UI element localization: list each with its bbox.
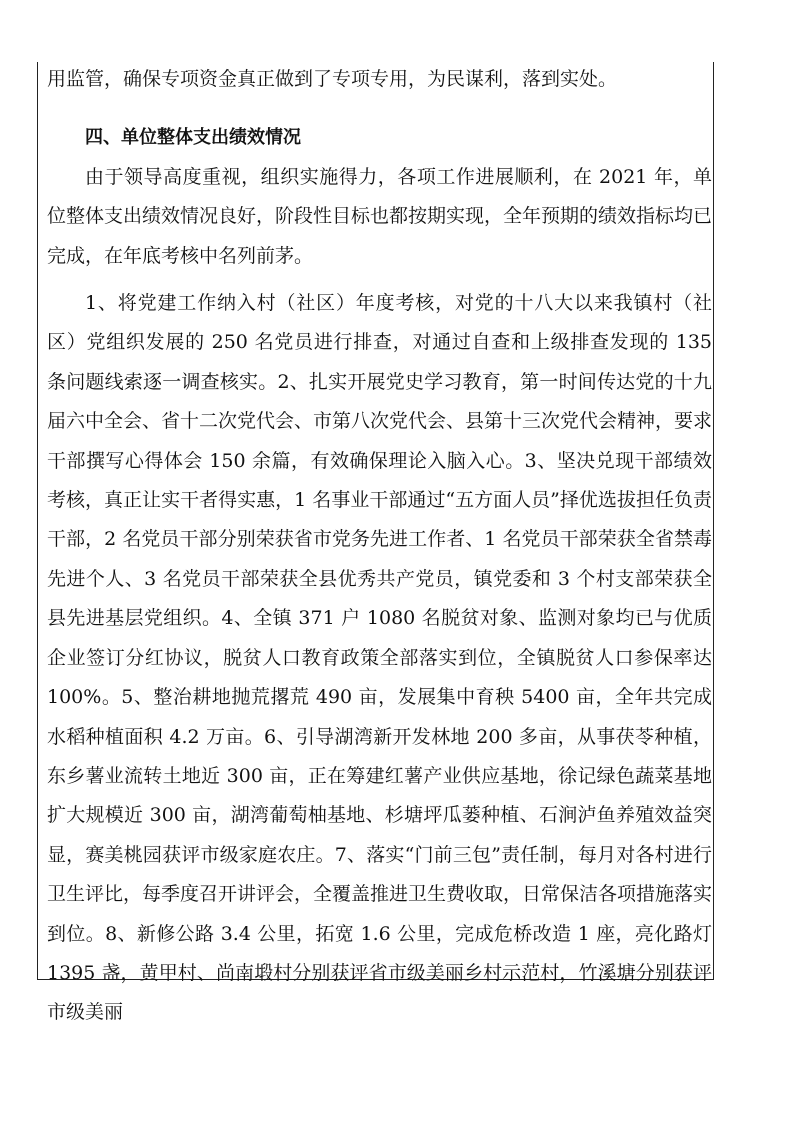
section-heading: 四、单位整体支出绩效情况: [85, 127, 301, 149]
document-body: [47, 60, 712, 1033]
details-paragraph: 1、将党建工作纳入村（社区）年度考核，对党的十八大以来我镇村（社区）党组织发展的 250 名党员进行排查，对通过自查和上级排查发现的 135 条问题线索逐一调查核实。2、扎实开展党史学习教育，第一时间传达党的十九届六中全会、省十二次党代会、市第八次党代会、县第十三次党代会精神，要求干部撰写心得体会 150 余篇，有效确保理论入脑入心。3、坚决兑现干部绩效考核，真正让实干者得实惠，1 名事业干部通过“五方面人员”择优选拔担任负责干部，2 名党员干部分别荣获省市党务先进工作者、1 名党员干部荣获全省禁毒先进个人、3 名党员干部荣获全县优秀共产党员，镇党委和 3 个村支部荣获全县先进基层党组织。4、全镇 371 户 1080 名脱贫对象、监测对象均已与优质企业签订分红协议，脱贫人口教育政策全部落实到位，全镇脱贫人口参保率达 100%。5、整治耕地抛荒撂荒 490 亩，发展集中育秧 5400 亩，全年共完成水稻种植面积 4.2 万亩。6、引导湖湾新开发林地 200 多亩，从事茯苓种植，东乡薯业流转土地近 300 亩，正在筹建红薯产业供应基地，徐记绿色蔬菜基地扩大规模近 300 亩，湖湾葡萄柚基地、杉塘坪瓜蒌种植、石涧泸鱼养殖效益突显，赛美桃园获评市级家庭农庄。7、落实“门前三包”责任制，每月对各村进行卫生评比，每季度召开讲评会，全覆盖推进卫生费收取，日常保洁各项措施落实到位。8、新修公路 3.4 公里，拓宽 1.6 公里，完成危桥改造 1 座，亮化路灯 1395 盏，黄甲村、尚南塅村分别获评省市级美丽乡村示范村，竹溪塘分别获评市级美丽: [47, 292, 713, 1024]
summary-paragraph: 由于领导高度重视，组织实施得力，各项工作进展顺利，在 2021 年，单位整体支出绩效情况良好，阶段性目标也都按期实现，全年预期的绩效指标均已完成，在年底考核中名列前茅。: [47, 165, 713, 267]
opening-paragraph: 用监管，确保专项资金真正做到了专项专用，为民谋利，落到实处。: [47, 68, 618, 90]
